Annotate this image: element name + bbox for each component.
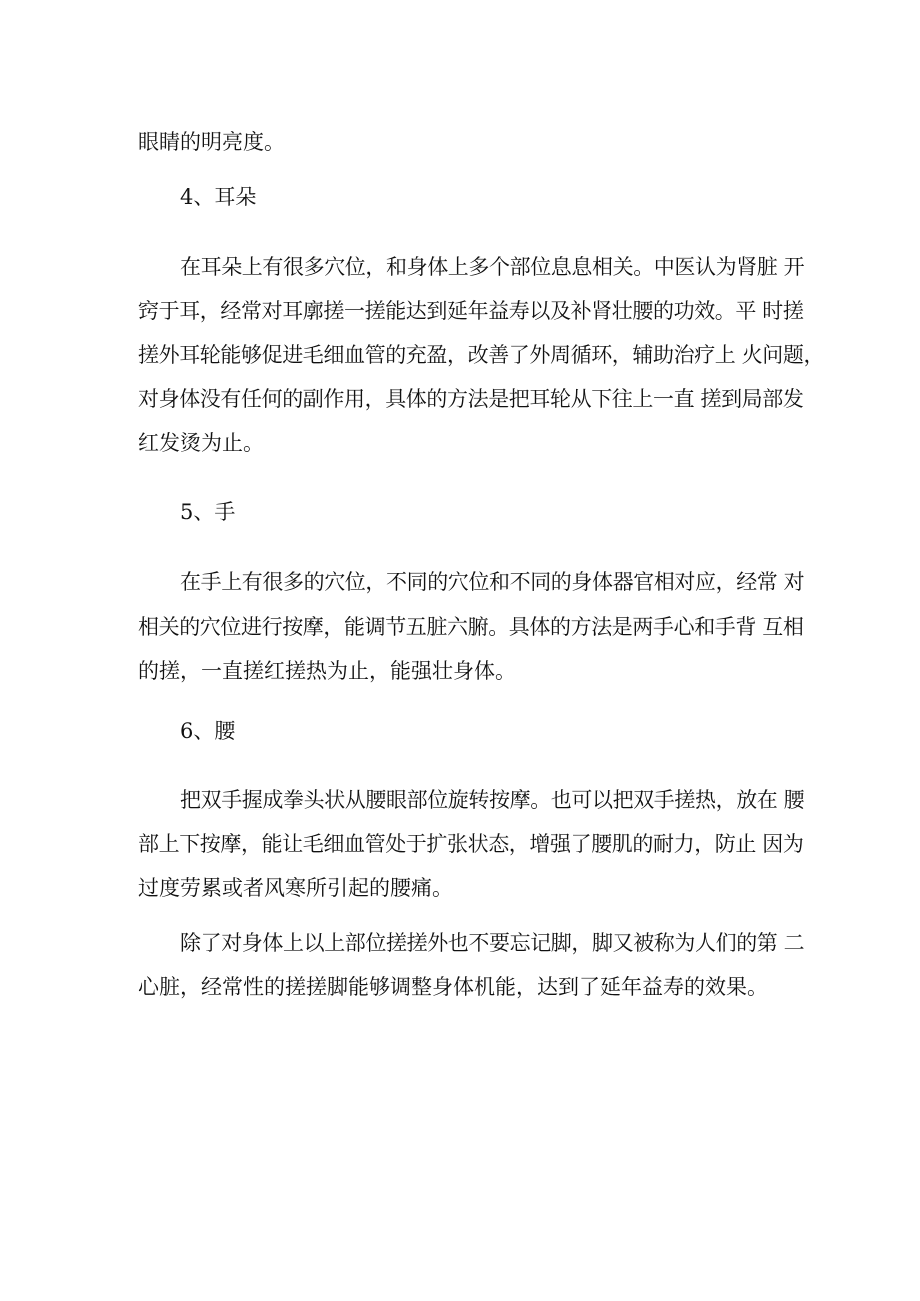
paragraph-waist-line-2: 部上下按摩，能让毛细血管处于扩张状态，增强了腰肌的耐力，防止 因为 [138,832,804,856]
paragraph-hands-line-3: 的搓，一直搓红搓热为止，能强壮身体。 [138,659,516,683]
paragraph-ears-line-1: 在耳朵上有很多穴位，和身体上多个部位息息相关。中医认为肾脏 开 [180,255,805,279]
paragraph-waist-line-3: 过度劳累或者风寒所引起的腰痛。 [138,876,453,900]
section-heading-hands: 5、手 [180,500,236,524]
paragraph-ears-line-4: 对身体没有任何的副作用，具体的方法是把耳轮从下往上一直 搓到局部发 [138,387,804,411]
paragraph-hands-line-2: 相关的穴位进行按摩，能调节五脏六腑。具体的方法是两手心和手背 互相 [138,615,804,639]
paragraph-waist-line-1: 把双手握成拳头状从腰眼部位旋转按摩。也可以把双手搓热，放在 腰 [180,788,805,812]
paragraph-hands-line-1: 在手上有很多的穴位，不同的穴位和不同的身体器官相对应，经常 对 [180,570,805,594]
text-line-continuation: 眼睛的明亮度。 [138,130,285,154]
paragraph-feet-line-2: 心脏，经常性的搓搓脚能够调整身体机能，达到了延年益寿的效果。 [138,975,768,999]
section-heading-waist: 6、腰 [180,719,236,743]
paragraph-feet-line-1: 除了对身体上以上部位搓搓外也不要忘记脚，脚又被称为人们的第 二 [180,931,805,955]
paragraph-ears-line-5: 红发烫为止。 [138,431,264,455]
paragraph-ears-line-3: 搓外耳轮能够促进毛细血管的充盈，改善了外周循环，辅助治疗上 火问题， [138,343,825,367]
section-heading-ears: 4、耳朵 [180,185,257,209]
paragraph-ears-line-2: 窍于耳，经常对耳廓搓一搓能达到延年益寿以及补肾壮腰的功效。平 时搓 [138,299,804,323]
